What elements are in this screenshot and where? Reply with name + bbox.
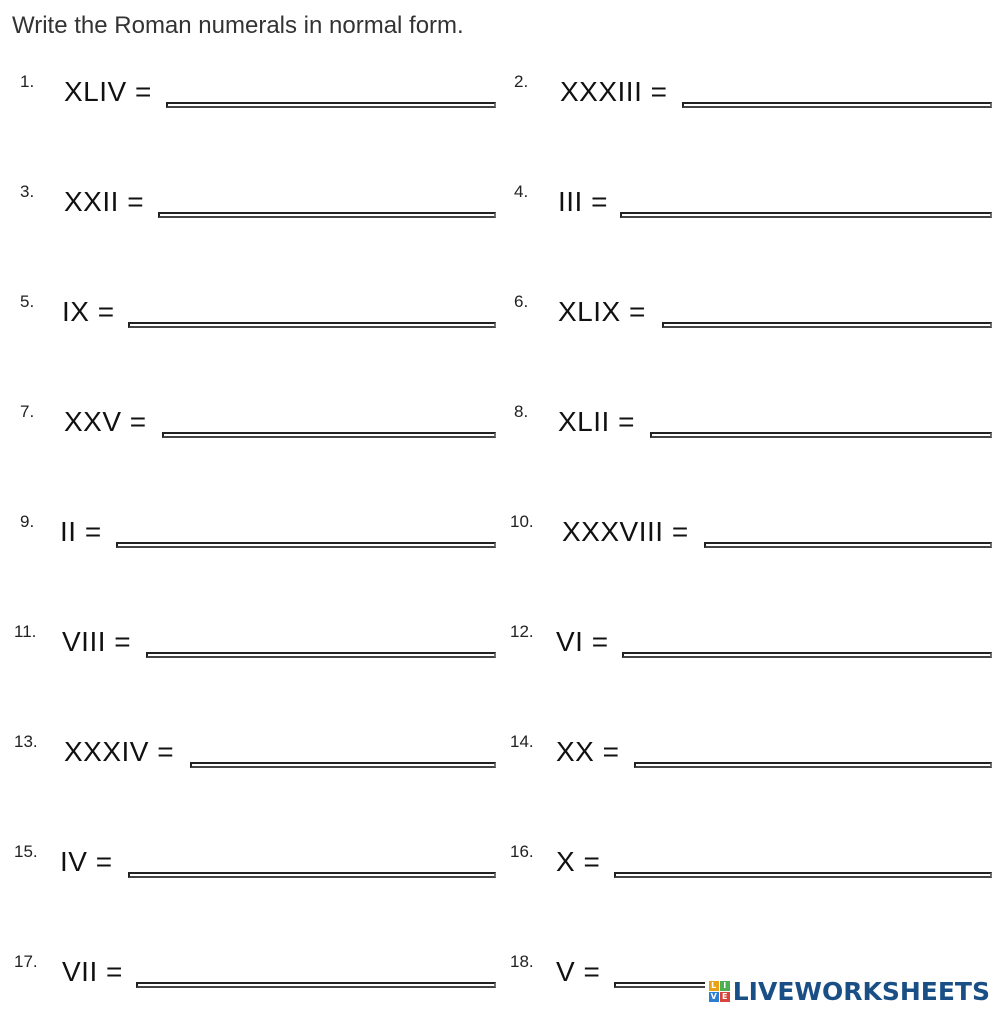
roman-numeral: XXV = [64,406,147,437]
roman-numeral: V = [556,956,601,987]
question-17 [14,952,490,992]
question-number: 4. [514,182,529,201]
question-number: 8. [514,402,529,421]
question-number: 17. [14,952,38,971]
roman-numeral: IV = [60,846,113,877]
question-number: 18. [510,952,534,971]
question-14 [510,732,986,772]
question-1 [20,72,490,112]
question-number: 12. [510,622,534,641]
logo-text: LIVEWORKSHEETS [732,977,990,1006]
logo-mark-letter: V [710,992,717,1001]
question-9 [20,512,490,552]
question-number: 11. [14,622,37,641]
logo-mark-letter: L [709,981,719,991]
logo-mark-letter: I [720,981,730,991]
roman-numeral: XLII = [558,406,635,437]
roman-numeral: II = [60,516,102,547]
question-number: 2. [514,72,529,91]
answer-field[interactable] [662,322,992,328]
answer-field[interactable] [158,212,496,218]
question-number: 3. [20,182,35,201]
liveworksheets-logo [705,977,992,1006]
question-4 [514,182,986,222]
question-number: 6. [514,292,529,311]
question-12 [510,622,986,662]
question-11 [14,622,490,662]
logo-mark-letter: E [720,992,730,1002]
question-8 [514,402,986,442]
question-16 [510,842,986,882]
answer-field[interactable] [116,542,496,548]
answer-field[interactable] [128,872,496,878]
question-number: 16. [510,842,534,861]
answer-field[interactable] [650,432,992,438]
roman-numeral: XXXVIII = [562,516,689,547]
roman-numeral: XLIX = [558,296,646,327]
question-13 [14,732,490,772]
roman-numeral: XXXIII = [560,76,668,107]
question-5 [20,292,490,332]
roman-numeral: VIII = [62,626,132,657]
roman-numeral: XXXIV = [64,736,175,767]
question-number: 1. [20,72,35,91]
answer-field[interactable] [128,322,496,328]
question-2 [514,72,986,112]
answer-field[interactable] [634,762,992,768]
question-number: 5. [20,292,35,311]
answer-field[interactable] [620,212,992,218]
roman-numeral: XX = [556,736,620,767]
question-number: 7. [20,402,35,421]
question-15 [14,842,490,882]
answer-field[interactable] [622,652,992,658]
answer-field[interactable] [190,762,496,768]
question-6 [514,292,986,332]
answer-field[interactable] [166,102,496,108]
answer-field[interactable] [136,982,496,988]
answer-field[interactable] [682,102,992,108]
question-7 [20,402,490,442]
question-10 [510,512,986,552]
liveworksheets-logo-icon [709,981,730,1002]
instructions: Write the Roman numerals in normal form. [12,12,464,39]
answer-field[interactable] [704,542,992,548]
question-number: 10. [510,512,534,531]
answer-field[interactable] [146,652,496,658]
roman-numeral: X = [556,846,601,877]
question-number: 9. [20,512,35,531]
roman-numeral: VI = [556,626,609,657]
question-3 [20,182,490,222]
answer-field[interactable] [162,432,496,438]
question-number: 14. [510,732,534,751]
roman-numeral: VII = [62,956,123,987]
question-number: 13. [14,732,38,751]
question-number: 15. [14,842,38,861]
answer-field[interactable] [614,872,992,878]
roman-numeral: IX = [62,296,115,327]
roman-numeral: III = [558,186,608,217]
roman-numeral: XXII = [64,186,145,217]
roman-numeral: XLIV = [64,76,152,107]
